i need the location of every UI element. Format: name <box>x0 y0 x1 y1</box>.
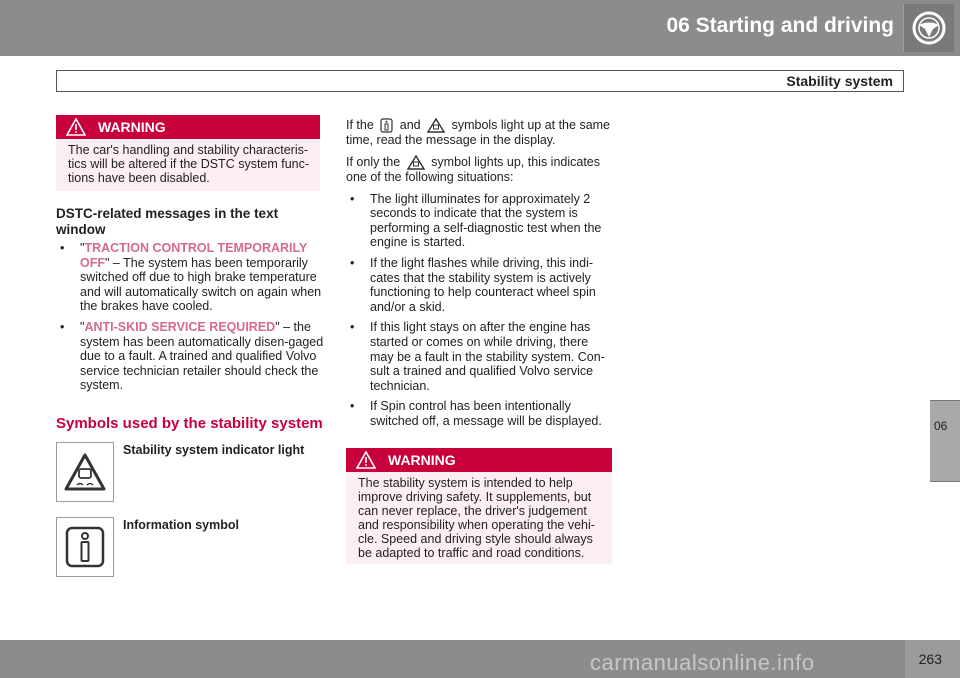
list-item: • If this light stays on after the engine has started or comes on while driving, there may be a fault in the stability system. Con-sult a trained and qualified Volvo service technician. <box>350 320 605 393</box>
message-code: ANTI-SKID SERVICE REQUIRED <box>84 319 276 334</box>
info-icon <box>56 517 114 577</box>
stability-icon <box>427 118 445 133</box>
symbol-label-stability: Stability system indicator light <box>123 443 305 457</box>
chapter-side-tab[interactable] <box>930 400 960 482</box>
right-column <box>346 118 614 429</box>
messages-heading: DSTC-related messages in the text window <box>56 206 279 237</box>
message-text: – the system has been automatically disen-gaged due to a fault. A trained and qualified Volvo service technician retailer should check the system. <box>80 319 324 393</box>
section-title: Stability system <box>786 73 893 89</box>
symbol-label-info: Information symbol <box>123 518 239 532</box>
list-item: • If the light flashes while driving, this indi-cates that the stability system is actively functioning to help counteract wheel spin and/or a skid. <box>350 255 596 314</box>
stability-icon <box>407 155 425 170</box>
warning-icon <box>356 451 376 469</box>
warning-header <box>56 115 320 139</box>
info-icon <box>380 118 393 133</box>
chapter-title: 06 Starting and driving <box>666 14 894 37</box>
message-item: • "TRACTION CONTROL TEMPORARILY OFF" – The system has been temporarily switched off due to high brake temperature and will automatically switch on again when the brakes have cooled. <box>60 241 322 314</box>
list-item: • The light illuminates for approximately 2 seconds to indicate that the system is performing a self-diagnostic test when the engine is started. <box>350 191 602 250</box>
message-text: – The system has been temporarily switched off due to high brake temperature and will automatically switch on again when the brakes have cooled. <box>80 255 322 314</box>
warning-title: WARNING <box>388 452 456 468</box>
warning-icon <box>66 118 86 136</box>
message-item: • "ANTI-SKID SERVICE REQUIRED" – the system has been automatically disen-gaged due to a fault. A trained and qualified Volvo service technician retailer should check the system. <box>60 319 324 393</box>
side-tab-label: 06 <box>934 419 948 433</box>
paragraph-both-symbols: If the and symbols light up at the same time, read the message in the display. <box>346 118 611 148</box>
warning-text: The car's handling and stability characteris-tics will be altered if the DSTC system func-tions have been disabled. <box>68 143 310 185</box>
page-number: 263 <box>918 651 942 667</box>
footer-bar <box>0 640 960 678</box>
warning-box-1 <box>56 115 320 191</box>
warning-box-2 <box>346 448 612 564</box>
steering-wheel-icon <box>903 4 954 52</box>
symbols-heading: Symbols used by the stability system <box>56 415 323 432</box>
list-item: • If Spin control has been intentionally switched off, a message will be displayed. <box>350 399 602 428</box>
messages-section <box>56 206 324 393</box>
paragraph-only-stability: If only the symbol lights up, this indicates one of the following situations: <box>346 154 601 184</box>
warning-title: WARNING <box>98 119 166 135</box>
warning-text: The stability system is intended to help improve driving safety. It supplements, but can never replace, the driver's judgement and responsibility when operating the vehi-cle. Speed and driving style should always be adapted to traffic and road conditions. <box>358 476 595 560</box>
stability-icon <box>56 442 114 502</box>
message-code: TRACTION CONTROL TEMPORARILY OFF <box>80 241 308 270</box>
section-header <box>56 70 904 92</box>
watermark: carmanualsonline.info <box>590 650 815 675</box>
warning-header <box>346 448 612 472</box>
